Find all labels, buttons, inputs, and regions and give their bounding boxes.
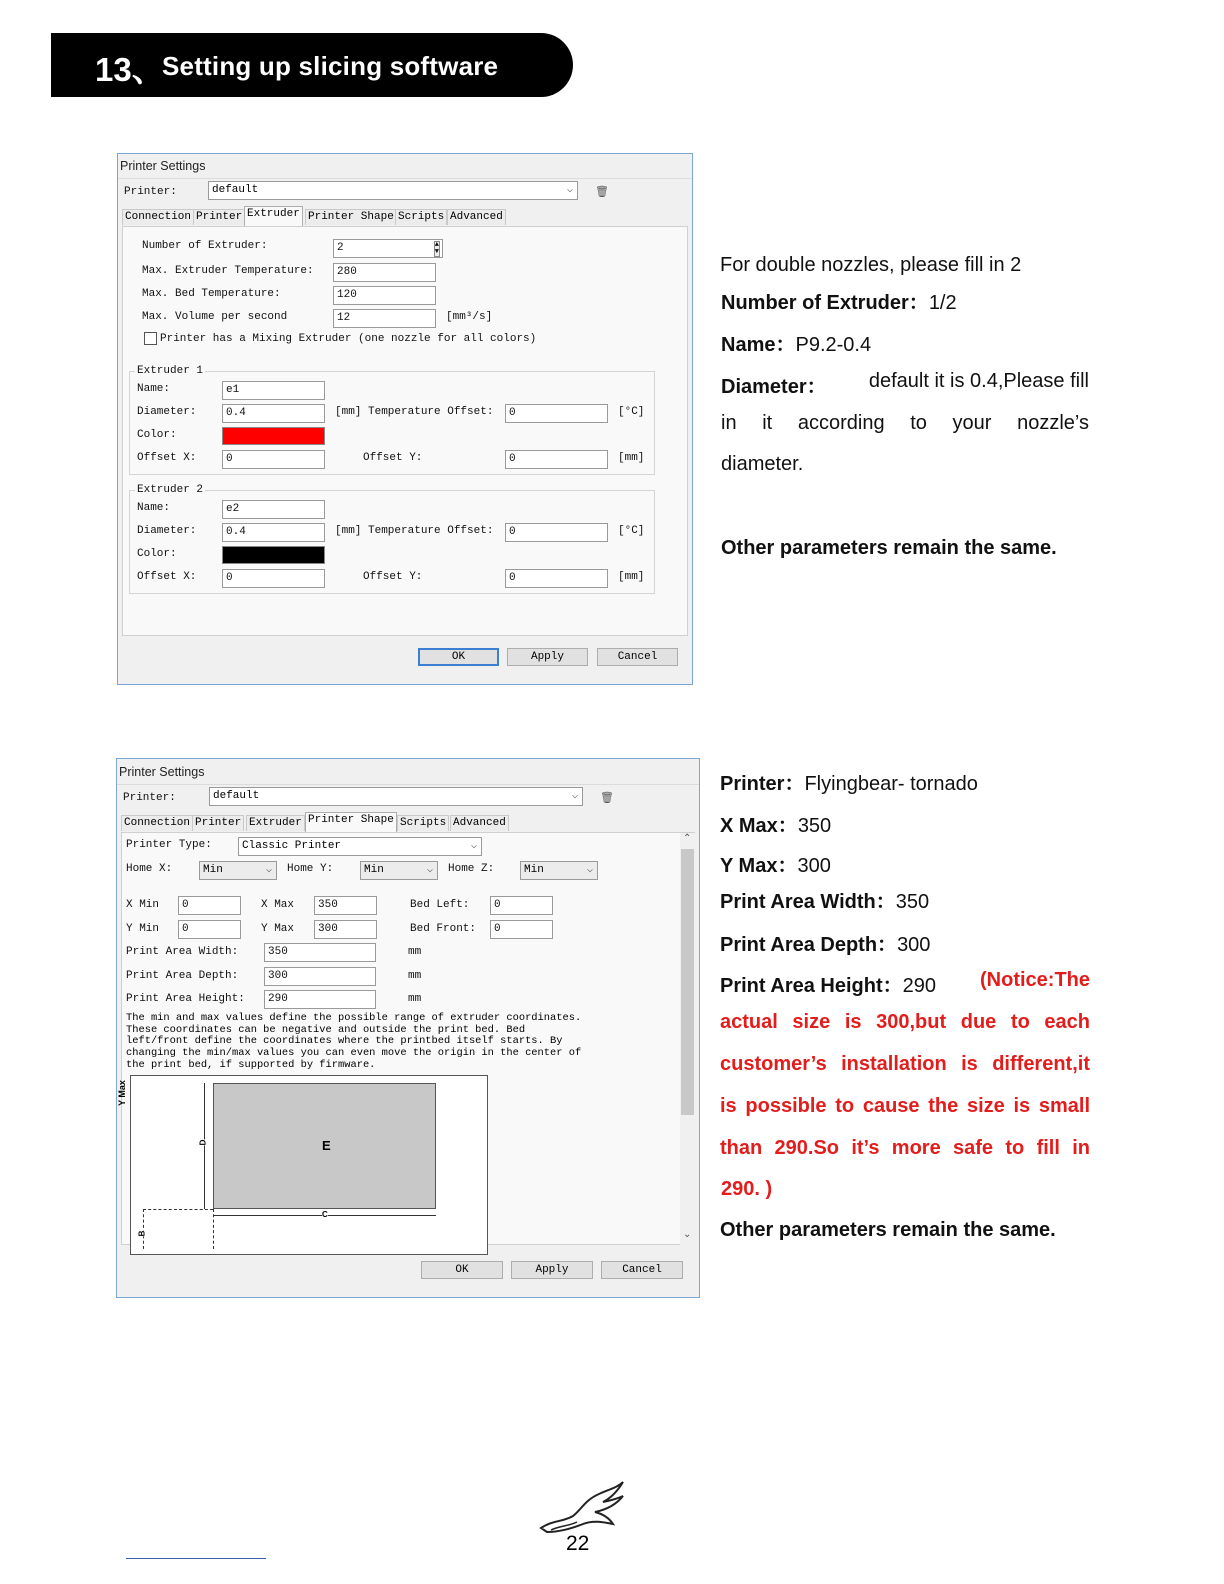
printer-shape-diagram — [116, 1075, 488, 1255]
flying-bear-logo — [533, 1476, 627, 1538]
home-y-select[interactable] — [360, 861, 438, 880]
dimension-line-b — [143, 1209, 213, 1210]
note-word: according — [797, 412, 885, 434]
chevron-down-icon: ⌵ — [265, 865, 272, 876]
note-width-value: 350 — [895, 891, 930, 913]
help-line: left/front define the coordinates where the printbed itself starts. By — [126, 1035, 563, 1048]
note-diameter-line2 — [721, 412, 1089, 435]
tab-advanced[interactable]: Advanced — [450, 815, 509, 831]
note-x-max — [720, 809, 831, 838]
note-height-label: Print Area Height： — [720, 975, 903, 997]
ext1-temp-offset-input[interactable]: 0 — [505, 404, 608, 423]
chevron-down-icon: ⌵ — [571, 791, 578, 802]
max-bed-temp-label: Max. Bed Temperature: — [142, 288, 281, 300]
note-y-max — [720, 849, 831, 878]
notice-text: actual size is 300,but due to each — [720, 1011, 1090, 1033]
section-title: Setting up slicing software — [162, 51, 499, 81]
num-extruder-label: Number of Extruder: — [142, 240, 268, 252]
page-number: 22 — [566, 1532, 590, 1555]
note-diameter-text: default it is 0.4,Please fill — [868, 370, 1089, 392]
scroll-down-icon[interactable]: ⌄ — [683, 1229, 692, 1240]
unit-mm: mm — [408, 970, 422, 982]
home-z-label: Home Z: — [448, 863, 495, 875]
note-y-max-label: Y Max： — [720, 855, 798, 877]
notice-text: is possible to cause the size is small — [720, 1095, 1090, 1117]
note-height-value: 290 — [902, 975, 936, 997]
help-line: The min and max values define the possible range of extruder coordinates. — [126, 1012, 582, 1024]
note-word: it — [762, 412, 773, 434]
help-text — [126, 1013, 581, 1072]
ext1-color-swatch[interactable] — [222, 427, 325, 445]
note-depth-label: Print Area Depth： — [720, 934, 898, 956]
note-depth-value: 300 — [897, 934, 931, 956]
spinner-arrows-icon[interactable]: ▲ ▼ — [434, 241, 439, 256]
print-bed — [213, 1083, 436, 1209]
x-max-input[interactable]: 350 — [314, 896, 377, 915]
note-printer-value: Flyingbear- tornado — [804, 773, 978, 795]
vertical-scrollbar[interactable] — [680, 833, 695, 1246]
help-line: These coordinates can be negative and outside the print bed. Bed — [126, 1023, 526, 1036]
cancel-button[interactable]: Cancel — [597, 648, 678, 666]
ok-button[interactable]: OK — [421, 1261, 503, 1279]
note-name-value: P9.2-0.4 — [795, 334, 872, 356]
note-print-area-width — [720, 885, 929, 914]
note-number-of-extruder — [721, 286, 957, 315]
ext2-offset-unit: [mm] — [618, 571, 645, 583]
note-word: to — [910, 412, 927, 434]
ext2-temp-unit: [°C] — [618, 525, 645, 537]
ext1-name-input[interactable]: e1 — [222, 381, 325, 400]
home-y-value: Min — [364, 864, 384, 876]
tab-printer-shape[interactable]: Printer Shape — [305, 209, 397, 225]
tab-connection[interactable]: Connection — [121, 815, 193, 831]
extruder-2-title: Extruder 2 — [137, 484, 204, 496]
max-volume-input[interactable]: 12 — [333, 309, 436, 328]
tab-scripts[interactable]: Scripts — [395, 209, 447, 225]
printer-settings-dialog-shape — [116, 758, 700, 1298]
dimension-label-b: B — [137, 1230, 147, 1237]
tab-advanced[interactable]: Advanced — [447, 209, 506, 225]
ext1-offset-unit: [mm] — [618, 452, 645, 464]
ext2-color-label: Color: — [137, 548, 177, 560]
home-x-value: Min — [203, 864, 223, 876]
tab-printer-shape[interactable]: Printer Shape — [305, 812, 397, 832]
tab-scripts[interactable]: Scripts — [397, 815, 449, 831]
notice-text: customer’s installation is different,it — [720, 1053, 1090, 1075]
print-area-height-label: Print Area Height: — [126, 993, 245, 1005]
printer-select-value: default — [212, 184, 259, 196]
chevron-down-icon: ⌵ — [566, 185, 573, 196]
y-axis-label: Y Max — [116, 1080, 127, 1106]
ext2-temp-offset-input[interactable]: 0 — [505, 523, 608, 542]
note-printer — [720, 767, 978, 796]
max-bed-temp-input[interactable]: 120 — [333, 286, 436, 305]
mixing-checkbox[interactable] — [144, 332, 157, 345]
print-area-width-input[interactable]: 350 — [264, 943, 376, 962]
ext1-temp-unit: [°C] — [618, 406, 645, 418]
extruder-panel — [122, 226, 688, 636]
ext2-diameter-input[interactable]: 0.4 — [222, 523, 325, 542]
extruder-1-title: Extruder 1 — [137, 365, 204, 377]
printer-select[interactable] — [209, 787, 583, 806]
home-z-select[interactable] — [520, 861, 598, 880]
ext2-offset-x-input[interactable]: 0 — [222, 569, 325, 588]
y-min-label: Y Min — [126, 923, 160, 935]
note-print-area-depth — [720, 928, 930, 957]
print-area-depth-label: Print Area Depth: — [126, 970, 239, 982]
bed-front-input[interactable]: 0 — [490, 920, 553, 939]
bed-front-label: Bed Front: — [410, 923, 477, 935]
y-min-input[interactable]: 0 — [178, 920, 241, 939]
home-z-value: Min — [524, 864, 544, 876]
dimension-line-a-v — [213, 1209, 214, 1249]
dimension-line-b-v — [143, 1209, 144, 1249]
ext2-offset-y-input[interactable]: 0 — [505, 569, 608, 588]
note-width-label: Print Area Width： — [720, 891, 896, 913]
max-ext-temp-label: Max. Extruder Temperature: — [142, 265, 314, 277]
x-max-label: X Max — [261, 899, 295, 911]
tab-extruder[interactable]: Extruder — [244, 206, 303, 226]
tab-connection[interactable]: Connection — [122, 209, 194, 225]
ext2-color-swatch[interactable] — [222, 546, 325, 564]
printer-select-value: default — [213, 790, 260, 802]
x-min-input[interactable]: 0 — [178, 896, 241, 915]
ext2-offset-x-label: Offset X: — [137, 571, 197, 583]
home-y-label: Home Y: — [287, 863, 334, 875]
print-area-width-label: Print Area Width: — [126, 946, 239, 958]
note-diameter-line3: diameter. — [721, 453, 804, 475]
max-volume-label: Max. Volume per second — [142, 311, 288, 323]
help-line: the print bed, if supported by firmware. — [126, 1058, 376, 1071]
printer-label: Printer: — [124, 186, 177, 198]
dimension-line-d — [204, 1083, 205, 1209]
printer-select[interactable] — [208, 181, 578, 200]
print-area-height-input[interactable]: 290 — [264, 990, 376, 1009]
printer-label: Printer: — [123, 792, 176, 804]
y-max-input[interactable]: 300 — [314, 920, 377, 939]
tab-printer[interactable]: Printer — [193, 209, 245, 225]
printer-shape-panel — [116, 832, 695, 1245]
ext1-name-label: Name: — [137, 383, 171, 395]
print-area-depth-input[interactable]: 300 — [264, 967, 376, 986]
note-x-max-value: 350 — [797, 815, 832, 837]
section-number: 13、 — [95, 51, 165, 88]
mixing-label: Printer has a Mixing Extruder (one nozzle for all colors) — [160, 333, 537, 345]
note-double-nozzles: For double nozzles, please fill in 2 — [720, 254, 1022, 276]
note-name-label: Name： — [721, 334, 796, 356]
tab-printer[interactable]: Printer — [192, 815, 244, 831]
note-word: in — [721, 412, 737, 434]
bed-left-label: Bed Left: — [410, 899, 470, 911]
bed-left-input[interactable]: 0 — [490, 896, 553, 915]
max-ext-temp-input[interactable]: 280 — [333, 263, 436, 282]
chevron-down-icon: ⌵ — [470, 841, 477, 852]
scrollbar-thumb[interactable] — [681, 849, 694, 1115]
ok-button[interactable]: OK — [418, 648, 499, 666]
note-printer-label: Printer： — [720, 773, 805, 795]
ext2-name-input[interactable]: e2 — [222, 500, 325, 519]
num-extruder-spinner[interactable] — [333, 239, 443, 258]
ext1-offset-x-input[interactable]: 0 — [222, 450, 325, 469]
ext1-offset-x-label: Offset X: — [137, 452, 197, 464]
dimension-label-d: D — [198, 1139, 208, 1146]
dialog-title: Printer Settings — [120, 159, 206, 173]
footer-rule — [126, 1558, 266, 1559]
apply-button[interactable]: Apply — [511, 1261, 593, 1279]
print-bed-label: E — [322, 1138, 331, 1153]
note-diameter — [721, 370, 1089, 399]
note-x-max-label: X Max： — [720, 815, 798, 837]
printer-type-label: Printer Type: — [126, 839, 212, 851]
ext1-offset-y-input[interactable]: 0 — [505, 450, 608, 469]
note-print-area-height — [720, 969, 1090, 998]
scroll-up-icon[interactable]: ⌃ — [683, 833, 692, 844]
note-number-of-extruder-label: Number of Extruder： — [721, 292, 929, 314]
help-line: changing the min/max values you can even move the origin in the center of — [126, 1047, 582, 1060]
tab-extruder[interactable]: Extruder — [246, 815, 305, 831]
note-other-params-2: Other parameters remain the same. — [720, 1219, 1056, 1241]
note-number-of-extruder-value: 1/2 — [928, 292, 957, 314]
ext1-offset-y-label: Offset Y: — [363, 452, 423, 464]
cancel-button[interactable]: Cancel — [601, 1261, 683, 1279]
trash-icon[interactable]: 🗑 — [600, 792, 614, 804]
printer-type-select[interactable] — [238, 837, 482, 856]
home-x-label: Home X: — [126, 863, 173, 875]
note-other-params-1: Other parameters remain the same. — [721, 537, 1057, 559]
ext1-temp-offset-label: [mm] Temperature Offset: — [335, 406, 494, 418]
ext2-diameter-label: Diameter: — [137, 525, 197, 537]
x-min-label: X Min — [126, 899, 160, 911]
note-diameter-label: Diameter： — [721, 376, 827, 398]
ext1-color-label: Color: — [137, 429, 177, 441]
printer-type-value: Classic Printer — [242, 840, 342, 852]
notice-text: 290. ) — [721, 1178, 773, 1200]
ext1-diameter-input[interactable]: 0.4 — [222, 404, 325, 423]
trash-icon[interactable]: 🗑 — [595, 186, 609, 198]
ext2-name-label: Name: — [137, 502, 171, 514]
ext2-offset-y-label: Offset Y: — [363, 571, 423, 583]
notice-text: than 290.So it’s more safe to fill in — [720, 1137, 1090, 1159]
dialog-title: Printer Settings — [119, 765, 205, 779]
chevron-down-icon: ⌵ — [586, 865, 593, 876]
printer-settings-dialog-extruder — [117, 153, 693, 685]
unit-mm: mm — [408, 993, 422, 1005]
max-volume-unit: [mm³/s] — [446, 311, 493, 323]
note-y-max-value: 300 — [797, 855, 831, 877]
apply-button[interactable]: Apply — [507, 648, 588, 666]
num-extruder-value: 2 — [337, 242, 344, 254]
dimension-label-c: C — [322, 1210, 328, 1219]
note-word: nozzle’s — [1017, 412, 1089, 434]
notice-text: (Notice:The — [980, 969, 1090, 991]
note-name — [721, 328, 871, 357]
ext1-diameter-label: Diameter: — [137, 406, 197, 418]
chevron-down-icon: ⌵ — [426, 865, 433, 876]
ext2-temp-offset-label: [mm] Temperature Offset: — [335, 525, 494, 537]
home-x-select[interactable] — [199, 861, 277, 880]
note-word: your — [952, 412, 992, 434]
y-max-label: Y Max — [261, 923, 295, 935]
unit-mm: mm — [408, 946, 422, 958]
